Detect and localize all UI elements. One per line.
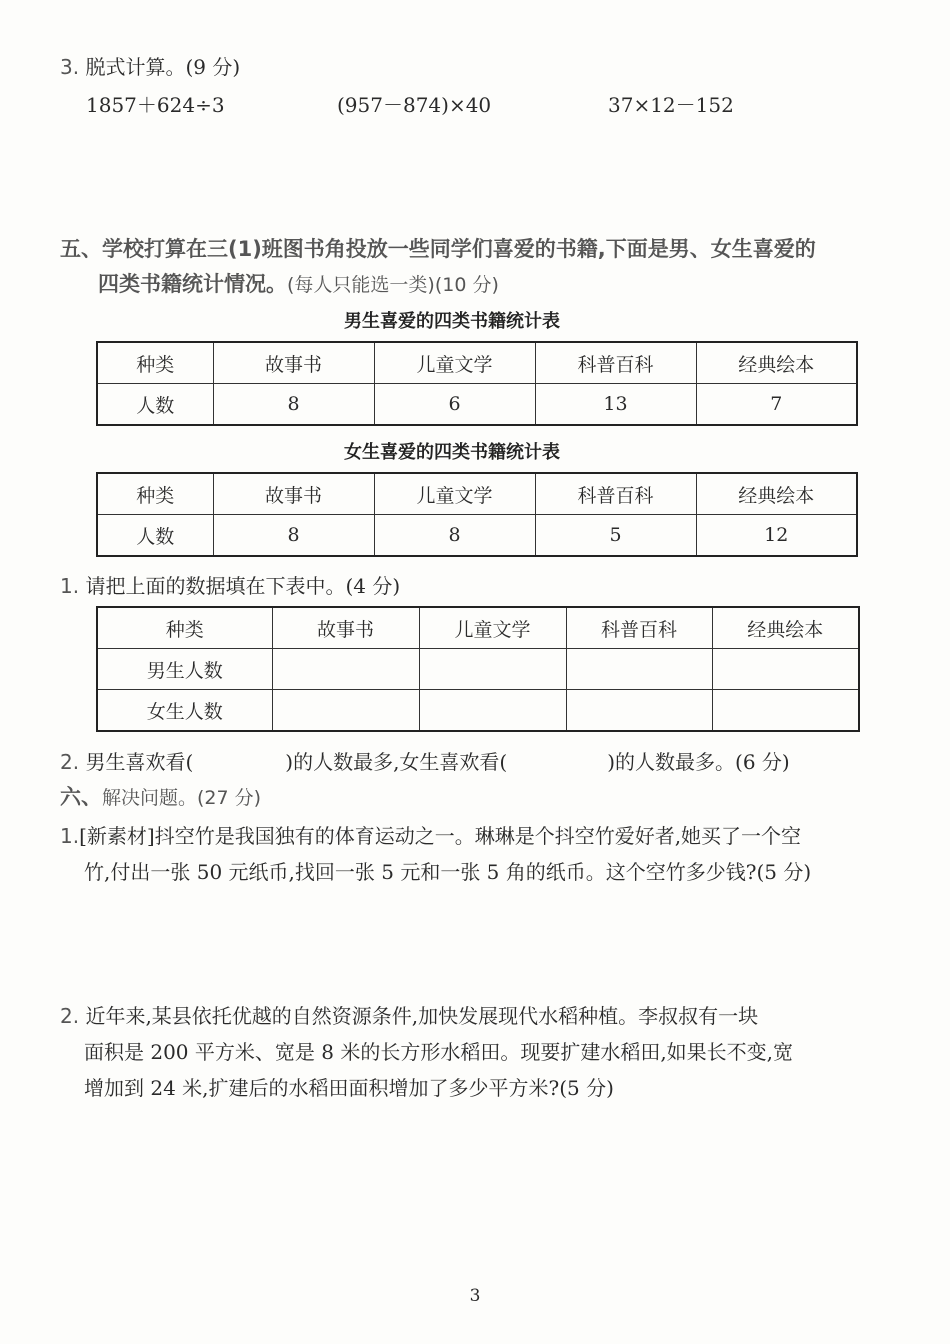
girls-row-label: 人数 bbox=[97, 515, 213, 557]
q6-1-number: 1. bbox=[60, 824, 80, 848]
girls-table-header-row bbox=[97, 473, 857, 515]
fill-header-category: 种类 bbox=[97, 607, 272, 649]
page-number: 3 bbox=[469, 1286, 481, 1306]
boys-header-science: 科普百科 bbox=[535, 342, 696, 384]
fill-table bbox=[96, 606, 860, 732]
q5-2-number: 2. bbox=[60, 750, 80, 774]
girls-table-data-row bbox=[97, 515, 857, 557]
girls-header-stories: 故事书 bbox=[213, 473, 374, 515]
fill-boys-label: 男生人数 bbox=[97, 649, 272, 690]
boys-table-header-row bbox=[97, 342, 857, 384]
q3-expr-2: (957－874)×40 bbox=[337, 93, 492, 117]
section5-line1 bbox=[60, 233, 816, 263]
boys-count-picture-books: 7 bbox=[696, 384, 857, 426]
boys-header-children-lit: 儿童文学 bbox=[374, 342, 535, 384]
boys-count-stories: 8 bbox=[213, 384, 374, 426]
q6-1-line1-text: 抖空竹是我国独有的体育运动之一。琳琳是个抖空竹爱好者,她买了一个空 bbox=[154, 824, 802, 848]
fill-table-header-row bbox=[97, 607, 859, 649]
q6-1-line2: 竹,付出一张 50 元纸币,找回一张 5 元和一张 5 角的纸币。这个空竹多少钱?(5 分) bbox=[84, 860, 812, 884]
section5-line1-text: 学校打算在三(1)班图书角投放一些同学们喜爱的书籍,下面是男、女生喜爱的 bbox=[102, 237, 816, 261]
fill-girls-picture-books-cell[interactable] bbox=[712, 690, 859, 732]
fill-header-children-lit: 儿童文学 bbox=[419, 607, 566, 649]
section5-line2-text: 四类书籍统计情况。 bbox=[98, 272, 287, 296]
q3-title-text: 脱式计算。(9 分) bbox=[85, 55, 241, 79]
fill-girls-stories-cell[interactable] bbox=[272, 690, 419, 732]
boys-table-data-row bbox=[97, 384, 857, 426]
fill-boys-children-lit-cell[interactable] bbox=[419, 649, 566, 690]
girls-count-science: 5 bbox=[535, 515, 696, 557]
section6-marker: 六、 bbox=[60, 785, 102, 809]
girls-count-stories: 8 bbox=[213, 515, 374, 557]
q3-expr-3: 37×12－152 bbox=[608, 93, 734, 117]
boys-row-label: 人数 bbox=[97, 384, 213, 426]
fill-table-girls-row bbox=[97, 690, 859, 732]
q3-expr-1: 1857＋624÷3 bbox=[86, 93, 225, 117]
boys-count-science: 13 bbox=[535, 384, 696, 426]
girls-table bbox=[96, 472, 858, 557]
q5-1 bbox=[60, 570, 400, 599]
girls-header-category: 种类 bbox=[97, 473, 213, 515]
q6-1-tag: [新素材] bbox=[79, 824, 155, 848]
q5-2 bbox=[60, 746, 790, 775]
section6-title-text: 解决问题。(27 分) bbox=[102, 787, 262, 809]
girls-table-caption: 女生喜爱的四类书籍统计表 bbox=[344, 442, 560, 463]
girls-header-science: 科普百科 bbox=[535, 473, 696, 515]
fill-table-boys-row bbox=[97, 649, 859, 690]
section5-marker: 五、 bbox=[60, 237, 102, 261]
fill-boys-stories-cell[interactable] bbox=[272, 649, 419, 690]
q3-number: 3. bbox=[60, 55, 80, 79]
boys-header-picture-books: 经典绘本 bbox=[696, 342, 857, 384]
boys-table-caption: 男生喜爱的四类书籍统计表 bbox=[344, 311, 560, 332]
girls-count-picture-books: 12 bbox=[696, 515, 857, 557]
boys-count-children-lit: 6 bbox=[374, 384, 535, 426]
fill-girls-science-cell[interactable] bbox=[566, 690, 712, 732]
section5-line2 bbox=[98, 268, 499, 298]
boys-header-category: 种类 bbox=[97, 342, 213, 384]
girls-header-children-lit: 儿童文学 bbox=[374, 473, 535, 515]
boys-table bbox=[96, 341, 858, 426]
girls-header-picture-books: 经典绘本 bbox=[696, 473, 857, 515]
fill-girls-label: 女生人数 bbox=[97, 690, 272, 732]
section5-note: (每人只能选一类)(10 分) bbox=[287, 274, 499, 296]
q6-1-line1 bbox=[60, 820, 801, 849]
q6-2-line2: 面积是 200 平方米、宽是 8 米的长方形水稻田。现要扩建水稻田,如果长不变,宽 bbox=[84, 1040, 794, 1064]
q5-2-part2: )的人数最多,女生喜欢看( bbox=[285, 750, 508, 774]
q5-1-text: 请把上面的数据填在下表中。(4 分) bbox=[85, 574, 401, 598]
fill-header-science: 科普百科 bbox=[566, 607, 712, 649]
q6-2-line3: 增加到 24 米,扩建后的水稻田面积增加了多少平方米?(5 分) bbox=[84, 1076, 614, 1100]
fill-header-picture-books: 经典绘本 bbox=[712, 607, 859, 649]
section6-title bbox=[60, 781, 261, 811]
q3-title bbox=[60, 51, 240, 80]
boys-header-stories: 故事书 bbox=[213, 342, 374, 384]
fill-girls-children-lit-cell[interactable] bbox=[419, 690, 566, 732]
fill-boys-science-cell[interactable] bbox=[566, 649, 712, 690]
q6-2-line1 bbox=[60, 1000, 758, 1029]
q5-2-part3: )的人数最多。(6 分) bbox=[607, 750, 790, 774]
q6-2-number: 2. bbox=[60, 1004, 80, 1028]
q6-2-line1-text: 近年来,某县依托优越的自然资源条件,加快发展现代水稻种植。李叔叔有一块 bbox=[85, 1004, 759, 1028]
q5-2-part1: 男生喜欢看( bbox=[85, 750, 194, 774]
fill-header-stories: 故事书 bbox=[272, 607, 419, 649]
fill-boys-picture-books-cell[interactable] bbox=[712, 649, 859, 690]
q5-1-number: 1. bbox=[60, 574, 80, 598]
girls-count-children-lit: 8 bbox=[374, 515, 535, 557]
